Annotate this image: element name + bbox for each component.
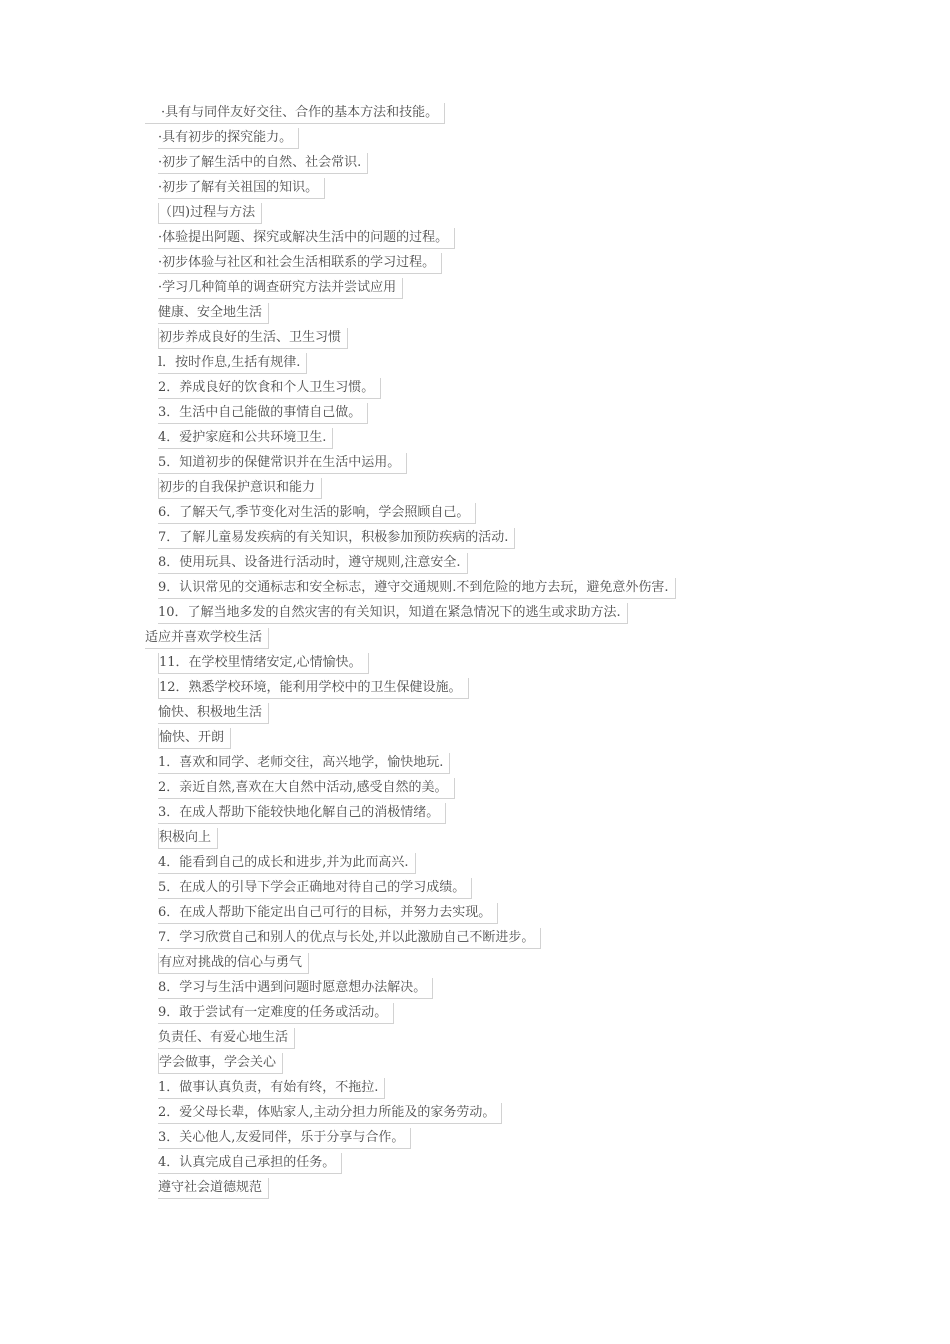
list-item: 2．亲近自然,喜欢在大自然中活动,感受自然的美。 [158,778,455,799]
list-item: 4．认真完成自己承担的任务。 [158,1153,342,1174]
list-item: 8．学习与生活中遇到问题时愿意想办法解决。 [158,978,433,999]
subsection-heading: 愉快、开朗 [158,728,231,749]
section-heading: 健康、安全地生活 [158,303,269,324]
subsection-heading: 有应对挑战的信心与勇气 [158,953,309,974]
text-line: ·初步了解有关祖国的知识。 [158,178,325,199]
list-item: 1．做事认真负责，有始有终，不拖拉. [158,1078,385,1099]
list-item: 12．熟悉学校环境，能利用学校中的卫生保健设施。 [158,678,469,699]
list-item: 8．使用玩具、设备进行活动时，遵守规则,注意安全. [158,553,468,574]
text-line: ·具有初步的探究能力。 [158,128,299,149]
list-item: 5．知道初步的保健常识并在生活中运用。 [158,453,407,474]
subsection-heading: 遵守社会道德规范 [158,1178,269,1199]
list-item: 9．敢于尝试有一定难度的任务或活动。 [158,1003,394,1024]
text-line: ·具有与同伴友好交往、合作的基本方法和技能。 [145,103,445,124]
list-item: 3．关心他人,友爱同伴，乐于分享与合作。 [158,1128,411,1149]
list-item: 7．了解儿童易发疾病的有关知识，积极参加预防疾病的活动. [158,528,515,549]
subsection-heading: 适应并喜欢学校生活 [145,628,269,649]
list-item: 3．在成人帮助下能较快地化解自己的消极情绪。 [158,803,446,824]
section-heading: 愉快、积极地生活 [158,703,269,724]
list-item: 11．在学校里情绪安定,心情愉快。 [158,653,369,674]
subsection-heading: 学会做事，学会关心 [158,1053,283,1074]
list-item: 6．在成人帮助下能定出自己可行的目标，并努力去实现。 [158,903,498,924]
list-item: 2．爱父母长辈，体贴家人,主动分担力所能及的家务劳动。 [158,1103,502,1124]
text-line: ·初步体验与社区和社会生活相联系的学习过程。 [158,253,442,274]
list-item: 4．爱护家庭和公共环境卫生. [158,428,333,449]
list-item: 9．认识常见的交通标志和安全标志，遵守交通规则.不到危险的地方去玩，避免意外伤害. [158,578,676,599]
list-item: 7．学习欣赏自己和别人的优点与长处,并以此激励自己不断进步。 [158,928,541,949]
subsection-heading: 积极向上 [158,828,218,849]
list-item: 10．了解当地多发的自然灾害的有关知识，知道在紧急情况下的逃生或求助方法. [158,603,628,624]
list-item: 6．了解天气,季节变化对生活的影响，学会照顾自己。 [158,503,476,524]
list-item: 4．能看到自己的成长和进步,并为此而高兴. [158,853,416,874]
subsection-heading: 初步的自我保护意识和能力 [158,478,322,499]
subsection-heading: 初步养成良好的生活、卫生习惯 [158,328,348,349]
section-heading: （四)过程与方法 [158,203,262,224]
list-item: 2．养成良好的饮食和个人卫生习惯。 [158,378,381,399]
list-item: 5．在成人的引导下学会正确地对待自己的学习成绩。 [158,878,472,899]
list-item: 1．喜欢和同学、老师交往，高兴地学，愉快地玩. [158,753,450,774]
text-line: ·初步了解生活中的自然、社会常识. [158,153,368,174]
list-item: l．按时作息,生括有规律. [158,353,307,374]
text-line: ·体验提出阿题、探究或解决生活中的问题的过程。 [158,228,455,249]
list-item: 3．生活中自己能做的事情自己做。 [158,403,368,424]
section-heading: 负责任、有爱心地生活 [158,1028,295,1049]
text-line: ·学习几种简单的调查研究方法并尝试应用 [158,278,403,299]
